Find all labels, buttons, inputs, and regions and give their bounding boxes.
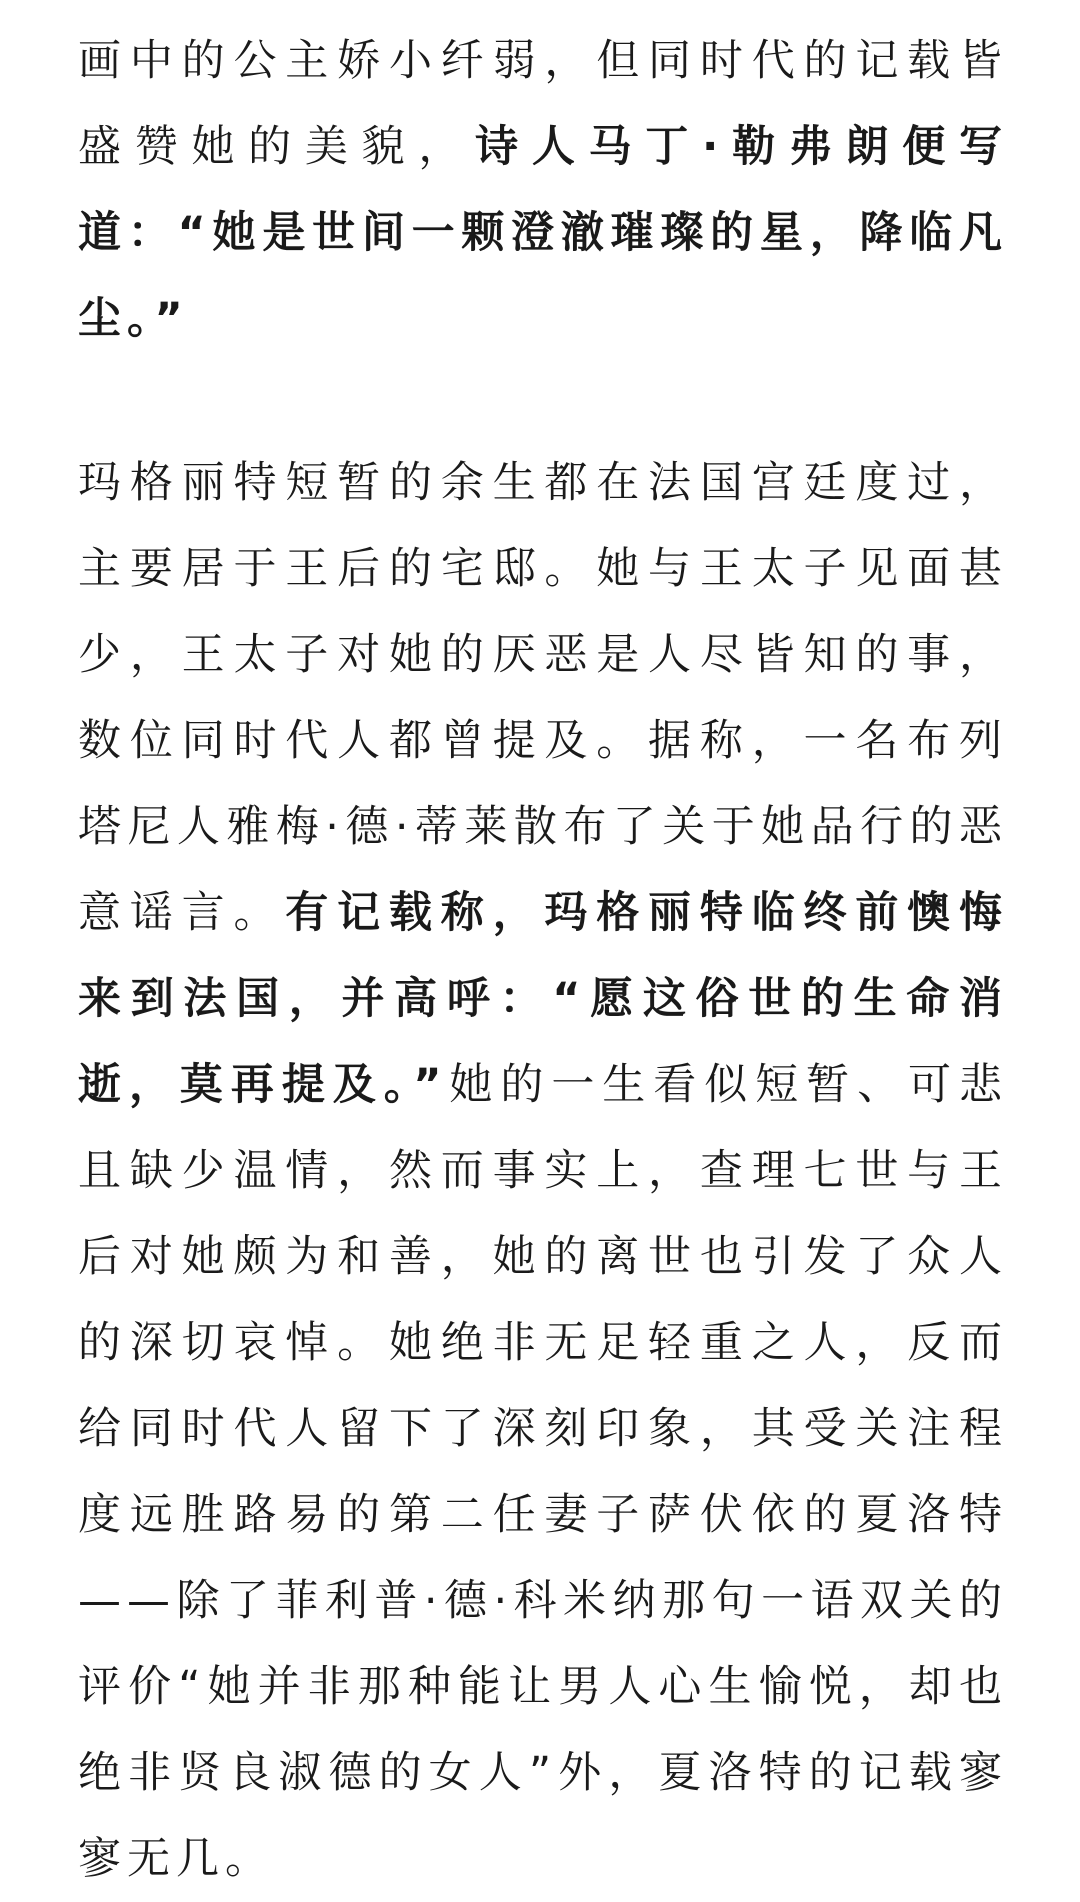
bold-quote: 有记载称，玛格丽特临终前懊悔来到法国，并高呼：“愿这俗世的生命消逝，莫再提及。”	[78, 888, 1009, 1110]
bold-quote: 诗人马丁·勒弗朗便写道：“她是世间一颗澄澈璀璨的星，降临凡尘。”	[78, 122, 1009, 344]
text-run: 玛格丽特短暂的余生都在法国宫廷度过，主要居于王后的宅邸。她与王太子见面甚少，王太子对她的厌恶是人尽皆知的事，数位同时代人都曾提及。据称，一名布列塔尼人雅梅·德·蒂莱散布了关于她品行的恶意谣言。	[78, 458, 1008, 938]
article-body	[78, 18, 1008, 1902]
text-run: 她的一生看似短暂、可悲且缺少温情，然而事实上，查理七世与王后对她颇为和善，她的离世也引发了众人的深切哀悼。她绝非无足轻重之人，反而给同时代人留下了深刻印象，其受关注程度远胜路易的第二任妻子萨伏依的夏洛特——除了菲利普·德·科米纳那句一语双关的评价“她并非那种能让男人心生愉悦，却也绝非贤良淑德的女人”外，夏洛特的记载寥寥无几。	[78, 1060, 1009, 1884]
text-run: 画中的公主娇小纤弱，但同时代的记载皆盛赞她的美貌，	[78, 36, 1008, 172]
paragraph	[78, 18, 1008, 362]
paragraph	[78, 440, 1008, 1902]
